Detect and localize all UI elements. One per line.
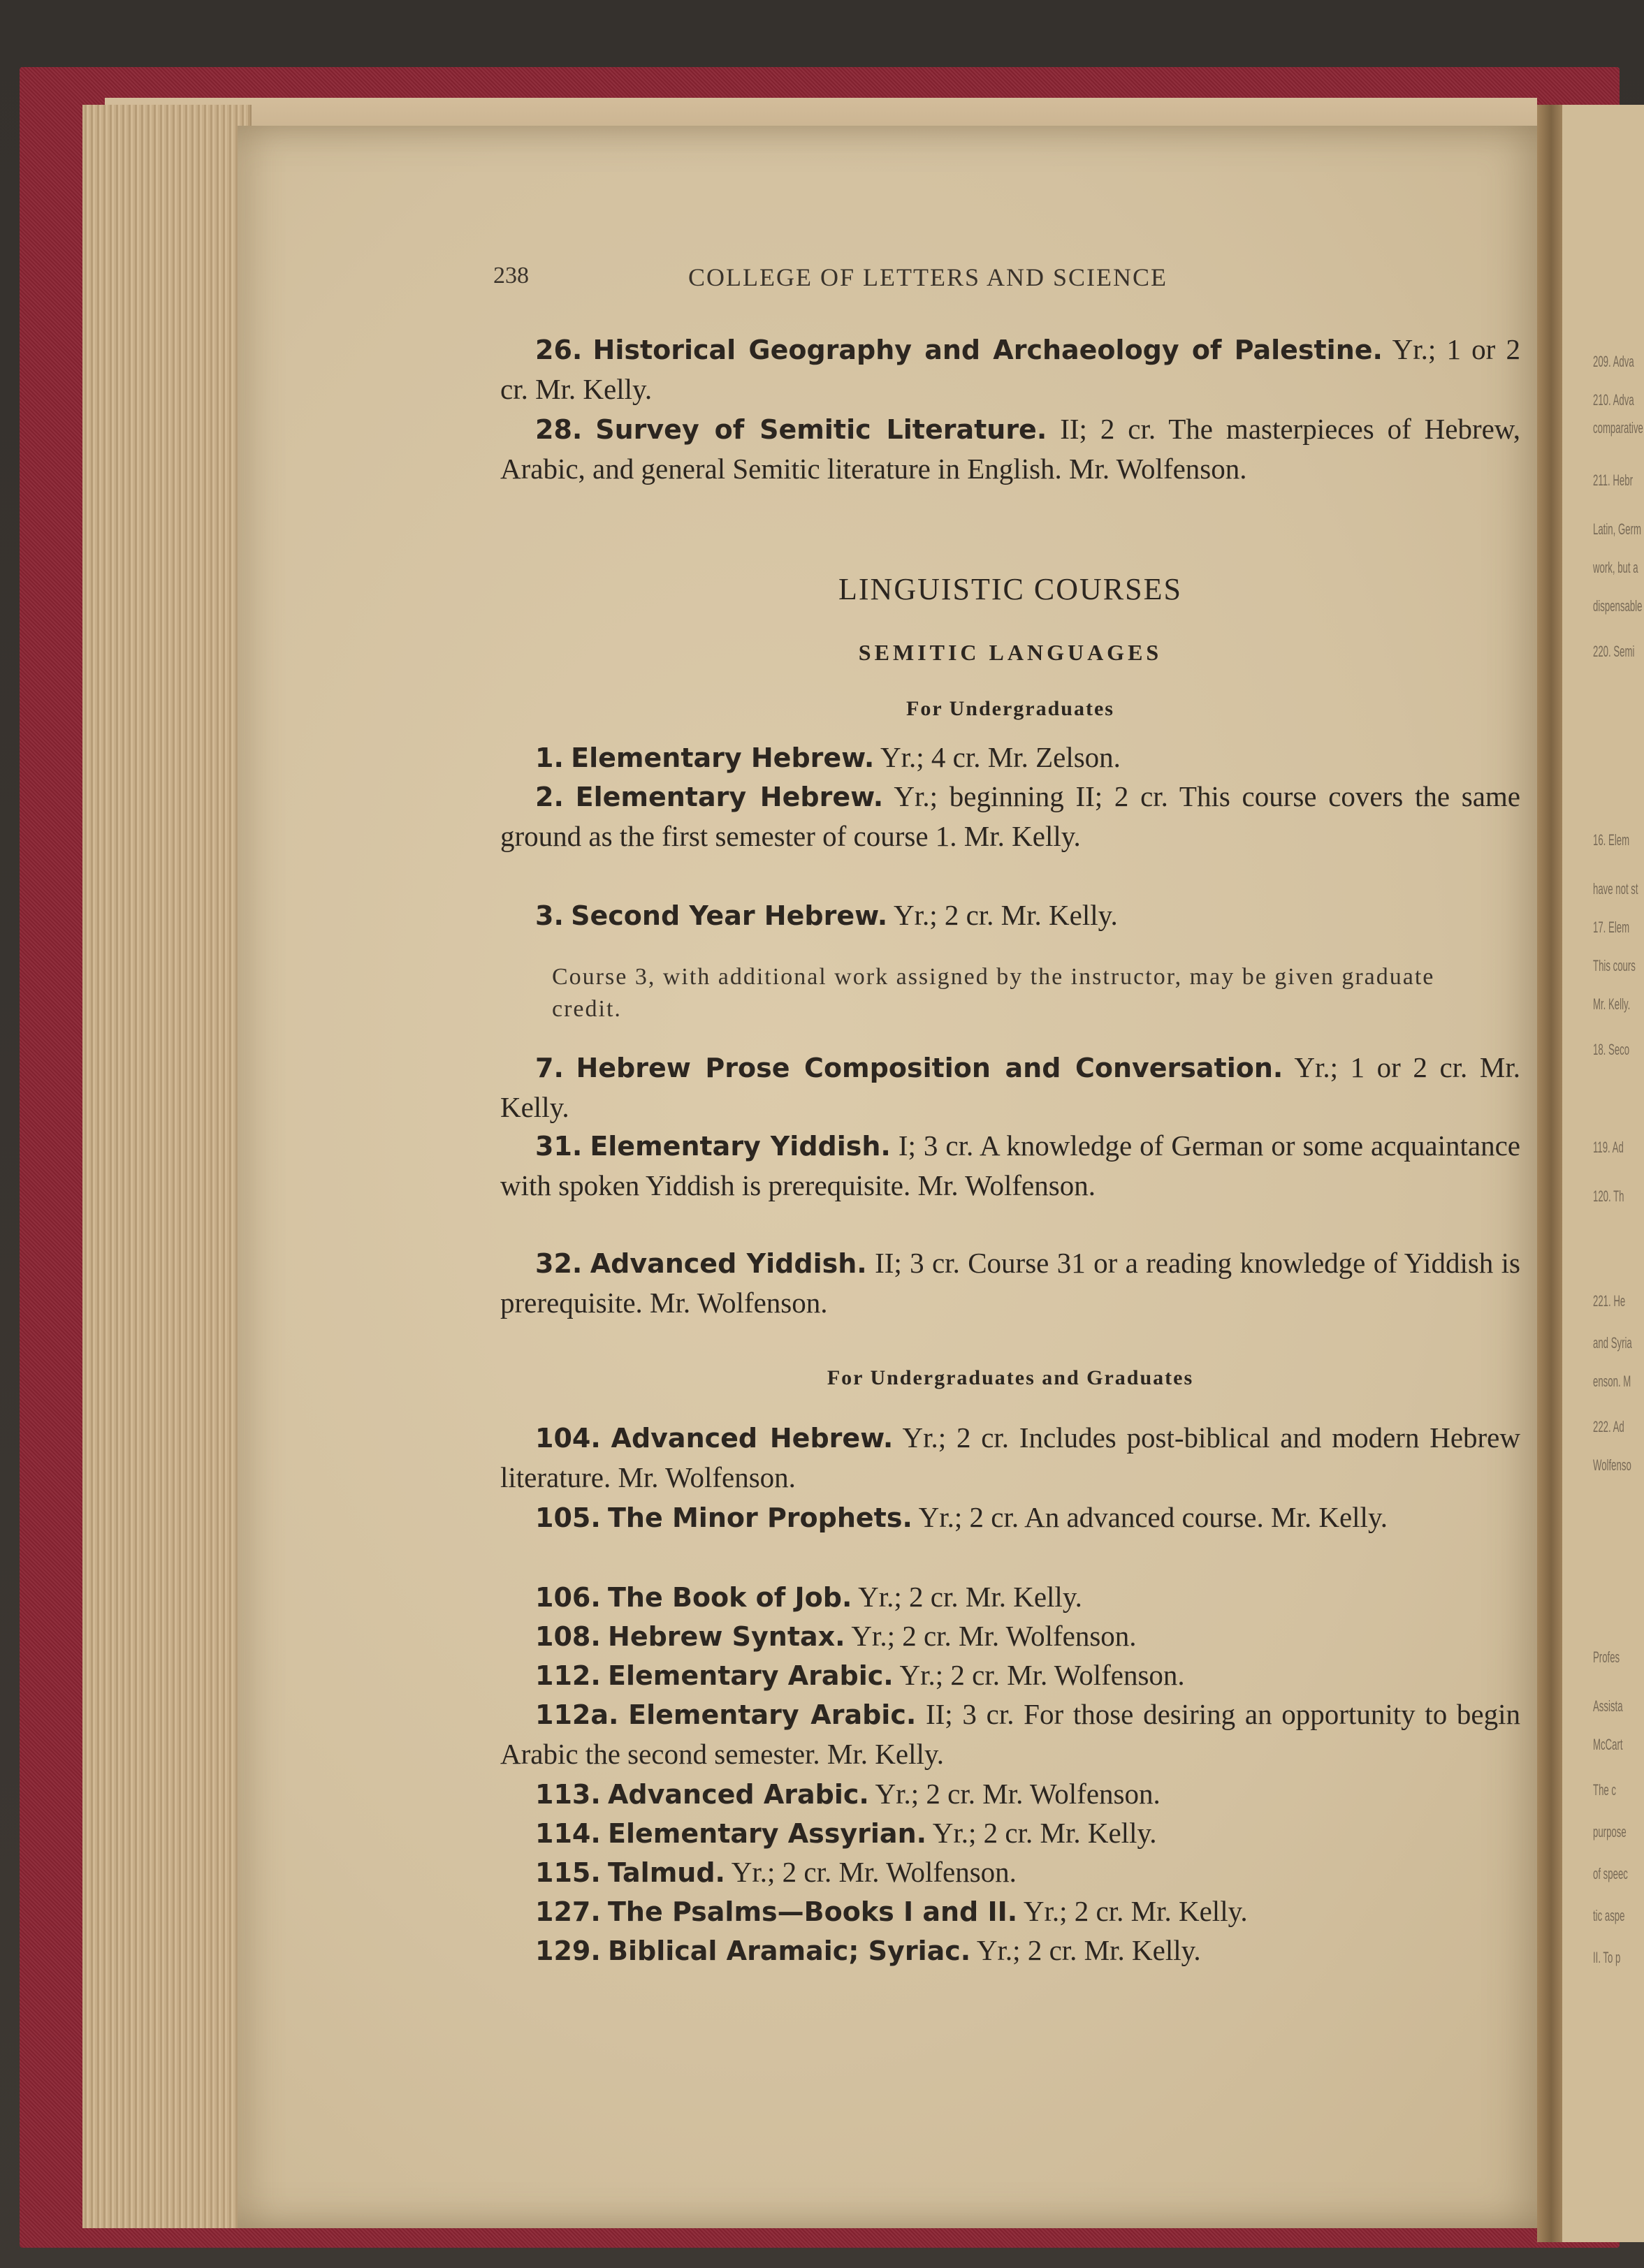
course-number: 28.	[535, 414, 583, 445]
course-text: Yr.; 1 or 2 cr. Mr. Kelly.	[500, 333, 1521, 405]
course-title: Advanced Arabic.	[608, 1779, 869, 1810]
course-text: II; 3 cr. For those desiring an opportunity to begin Arabic the second semester. Mr. Kelly.	[500, 1698, 1520, 1770]
next-page-text-fragment: 209. Adva	[1593, 353, 1634, 370]
course-title: Survey of Semitic Literature.	[595, 414, 1047, 445]
course-entry-26	[500, 330, 1520, 409]
next-page-text-fragment: 211. Hebr	[1593, 471, 1633, 489]
next-page-text-fragment: 18. Seco	[1593, 1041, 1630, 1058]
course-title: Advanced Hebrew.	[611, 1423, 894, 1454]
next-page-text-fragment: 222. Ad	[1593, 1418, 1624, 1435]
course-number: 104.	[535, 1423, 601, 1454]
course-title: Hebrew Prose Composition and Conversation.	[576, 1053, 1283, 1083]
next-page-text-fragment: of speec	[1593, 1865, 1628, 1882]
next-page-text-fragment: 120. Th	[1593, 1187, 1624, 1205]
course-text: Yr.; 2 cr. Mr. Kelly.	[887, 899, 1118, 931]
course-title: Elementary Hebrew.	[575, 782, 884, 812]
next-page-text-fragment: Latin, Germ	[1593, 520, 1641, 538]
course-entry-112a	[500, 1695, 1520, 1773]
course-entry-112	[500, 1655, 1520, 1695]
next-page-text-fragment: Assista	[1593, 1697, 1623, 1715]
next-page-text-fragment: purpose	[1593, 1823, 1627, 1841]
next-page-text-fragment: have not st	[1593, 880, 1638, 898]
next-page-text-fragment: Mr. Kelly.	[1593, 995, 1631, 1013]
course-entry-3	[500, 895, 1520, 935]
course-number: 114.	[535, 1818, 601, 1849]
course-title: Elementary Assyrian.	[608, 1818, 927, 1849]
course-number: 1.	[535, 742, 564, 773]
course-number: 31.	[535, 1131, 583, 1162]
course-entry-7	[500, 1048, 1520, 1127]
next-page-text-fragment: 220. Semi	[1593, 643, 1635, 660]
course-title: Elementary Arabic.	[608, 1660, 894, 1691]
course-title: The Book of Job.	[608, 1582, 852, 1613]
course-text: II; 2 cr. The masterpieces of Hebrew, Arabic, and general Semitic literature in English. Mr. Wolfenson.	[500, 413, 1520, 485]
next-page-text-fragment: Wolfenso	[1593, 1456, 1631, 1474]
next-page-text-fragment: McCart	[1593, 1736, 1623, 1753]
next-page-text-fragment: 16. Elem	[1593, 831, 1630, 849]
course-title: Historical Geography and Archaeology of Palestine.	[592, 335, 1383, 365]
next-page-text-fragment: 221. He	[1593, 1292, 1626, 1310]
course-note: Course 3, with additional work assigned by the instructor, may be given graduate credit.	[552, 964, 1435, 1022]
course-number: 3.	[535, 900, 564, 931]
next-page-text-fragment: Profes	[1593, 1648, 1620, 1666]
course-title: Elementary Arabic.	[628, 1699, 917, 1730]
course-number: 7.	[535, 1053, 564, 1083]
course-title: The Psalms—Books I and II.	[608, 1896, 1018, 1927]
course-text: Yr.; 2 cr. Mr. Wolfenson.	[868, 1778, 1161, 1810]
course-title: Talmud.	[608, 1857, 725, 1888]
course-entry-28	[500, 409, 1520, 488]
course-entry-31	[500, 1126, 1520, 1205]
course-title: Advanced Yiddish.	[590, 1248, 867, 1279]
course-number: 2.	[535, 782, 564, 812]
next-page-text-fragment: 119. Ad	[1593, 1139, 1624, 1156]
course-entry-108	[500, 1616, 1520, 1656]
course-text: Yr.; 2 cr. Mr. Wolfenson.	[845, 1620, 1137, 1652]
course-title: Biblical Aramaic; Syriac.	[608, 1936, 971, 1966]
course-number: 113.	[535, 1779, 601, 1810]
course-entry-32	[500, 1243, 1520, 1322]
course-entry-115	[500, 1852, 1520, 1892]
course-number: 129.	[535, 1936, 601, 1966]
course-number: 115.	[535, 1857, 601, 1888]
course-title: Hebrew Syntax.	[608, 1621, 845, 1652]
course-entry-1	[500, 738, 1520, 777]
next-page-text-fragment: II. To p	[1593, 1949, 1621, 1966]
course-text: Yr.; beginning II; 2 cr. This course covers the same ground as the first semester of course 1. Mr. Kelly.	[500, 780, 1520, 852]
course-entry-104	[500, 1418, 1520, 1497]
section-heading-semitic: SEMITIC LANGUAGES	[858, 640, 1163, 665]
next-page-text-fragment: work, but a	[1593, 559, 1638, 576]
course-title: Elementary Hebrew.	[571, 742, 875, 773]
course-number: 108.	[535, 1621, 601, 1652]
course-entry-113	[500, 1774, 1520, 1814]
next-page-text-fragment: comparative	[1593, 419, 1643, 437]
page-number: 238	[493, 263, 529, 288]
course-entry-127	[500, 1892, 1520, 1931]
course-text: Yr.; 2 cr. Includes post-biblical and modern Hebrew literature. Mr. Wolfenson.	[500, 1421, 1520, 1493]
next-page-text-fragment: 210. Adva	[1593, 391, 1634, 409]
course-text: Yr.; 2 cr. Mr. Kelly.	[926, 1817, 1157, 1849]
section-heading-undergraduates-graduates: For Undergraduates and Graduates	[827, 1366, 1194, 1389]
course-text: Yr.; 4 cr. Mr. Zelson.	[874, 741, 1121, 773]
course-title: Elementary Yiddish.	[590, 1131, 891, 1162]
course-entry-114	[500, 1813, 1520, 1853]
next-page-text-fragment: 17. Elem	[1593, 919, 1630, 936]
next-page-text-fragment: tic aspe	[1593, 1907, 1625, 1924]
course-text: Yr.; 2 cr. Mr. Kelly.	[1017, 1895, 1248, 1927]
course-number: 112a.	[535, 1699, 619, 1730]
course-number: 127.	[535, 1896, 601, 1927]
course-text: Yr.; 2 cr. Mr. Kelly.	[852, 1581, 1082, 1613]
course-title: Second Year Hebrew.	[571, 900, 888, 931]
next-page-text-fragment: The c	[1593, 1781, 1617, 1799]
next-page-text-fragment: enson. M	[1593, 1373, 1631, 1390]
course-entry-2	[500, 777, 1520, 856]
course-number: 112.	[535, 1660, 601, 1691]
course-text: I; 3 cr. A knowledge of German or some acquaintance with spoken Yiddish is prerequisite. Mr. Wolfenson.	[500, 1129, 1521, 1201]
course-text: Yr.; 2 cr. Mr. Kelly.	[970, 1934, 1201, 1966]
running-title: COLLEGE OF LETTERS AND SCIENCE	[688, 263, 1167, 291]
course-number: 26.	[535, 335, 583, 365]
course-number: 106.	[535, 1582, 601, 1613]
course-text: Yr.; 2 cr. Mr. Wolfenson.	[725, 1856, 1017, 1888]
next-page-text-fragment: This cours	[1593, 957, 1636, 974]
section-heading-undergraduates: For Undergraduates	[906, 697, 1114, 720]
course-title: The Minor Prophets.	[608, 1502, 912, 1533]
course-number: 32.	[535, 1248, 583, 1279]
course-text: Yr.; 2 cr. An advanced course. Mr. Kelly.	[912, 1501, 1388, 1533]
course-number: 105.	[535, 1502, 601, 1533]
next-page-text-fragment: and Syria	[1593, 1334, 1632, 1352]
course-entry-105	[500, 1498, 1520, 1537]
course-entry-129	[500, 1931, 1520, 1970]
course-text: II; 3 cr. Course 31 or a reading knowledge of Yiddish is prerequisite. Mr. Wolfenson.	[500, 1247, 1520, 1319]
course-text: Yr.; 1 or 2 cr. Mr. Kelly.	[500, 1051, 1520, 1123]
course-text: Yr.; 2 cr. Mr. Wolfenson.	[893, 1659, 1185, 1691]
next-page-text-fragment: dispensable	[1593, 597, 1643, 615]
course-entry-106	[500, 1577, 1520, 1617]
section-heading-linguistic: LINGUISTIC COURSES	[838, 572, 1182, 606]
